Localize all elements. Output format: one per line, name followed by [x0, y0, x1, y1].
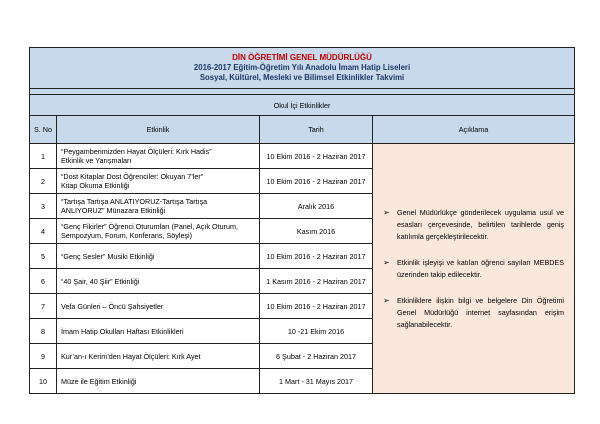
- event-line: “Dost Kitaplar Dost Öğrenciler: Okuyan 7’ler”: [61, 172, 204, 181]
- event-cell: İmam Hatip Okulları Haftası Etkinlikleri: [57, 319, 260, 344]
- row-number: 2: [30, 169, 57, 194]
- date-cell: 1 Mart - 31 Mayıs 2017: [260, 369, 373, 394]
- arrow-bullet-icon: ➢: [383, 295, 390, 305]
- row-number: 1: [30, 144, 57, 169]
- description-item: [383, 207, 564, 243]
- event-line: “Tartışa Tartışa ANLATIYORUZ-Tartışa Tartışa: [61, 197, 208, 206]
- column-header-row: [30, 116, 575, 144]
- date-cell: 10 -21 Ekim 2016: [260, 319, 373, 344]
- column-header-no: S. No: [30, 116, 57, 144]
- column-header-date: Tarih: [260, 116, 373, 144]
- title-line-2: 2016-2017 Eğitim-Öğretim Yılı Anadolu İmam Hatip Liseleri: [193, 63, 411, 72]
- event-cell: “40 Şair, 40 Şiir” Etkinliği: [57, 269, 260, 294]
- event-line: Sempozyum, Forum, Konferans, Söyleşi): [61, 231, 193, 240]
- event-line: ANLIYORUZ” Münazara Etkinliği: [61, 206, 166, 215]
- event-cell: “Genç Sesler” Musiki Etkinliği: [57, 244, 260, 269]
- row-number: 6: [30, 269, 57, 294]
- description-text: Genel Müdürlükçe gönderilecek uygulama usul ve esasları çerçevesinde, belirtilen tarihlerde geniş katılımla gerçekleştirilecektir.: [397, 207, 565, 241]
- date-cell: 10 Ekim 2016 - 2 Haziran 2017: [260, 294, 373, 319]
- description-list: [383, 207, 564, 331]
- description-item: [383, 295, 564, 331]
- section-title: Okul İçi Etkinlikler: [30, 95, 575, 116]
- description-item: [383, 257, 564, 281]
- table-row: [30, 144, 575, 169]
- event-cell: Müze ile Eğitim Etkinliği: [57, 369, 260, 394]
- description-text: Etkinlik işleyişi ve katılan öğrenci sayıları MEBDES üzerinden takip edilecektir.: [397, 257, 565, 279]
- arrow-bullet-icon: ➢: [383, 257, 390, 267]
- event-cell: Kur’an-ı Kerim’den Hayat Ölçüleri: Kırk Ayet: [57, 344, 260, 369]
- row-number: 3: [30, 194, 57, 219]
- title-row: [30, 48, 575, 89]
- description-cell: [373, 144, 575, 394]
- activities-table: [29, 47, 575, 394]
- date-cell: 6 Şubat - 2 Haziran 2017: [260, 344, 373, 369]
- date-cell: 10 Ekim 2016 - 2 Haziran 2017: [260, 144, 373, 169]
- event-cell: [57, 219, 260, 244]
- event-line: “Genç Fikirler” Öğrenci Oturumları (Panel, Açık Oturum,: [61, 222, 238, 231]
- description-text: Etkinliklere ilişkin bilgi ve belgelere Din Öğretimi Genel Müdürlüğü internet sayfasından erişim sağlanabilecektir.: [397, 295, 565, 329]
- title-line-1: DİN ÖĞRETİMİ GENEL MÜDÜRLÜĞÜ: [232, 53, 372, 62]
- date-cell: Aralık 2016: [260, 194, 373, 219]
- event-cell: [57, 169, 260, 194]
- date-cell: 1 Kasım 2016 - 2 Haziran 2017: [260, 269, 373, 294]
- row-number: 5: [30, 244, 57, 269]
- event-cell: [57, 144, 260, 169]
- event-line: “Peygamberimizden Hayat Ölçüleri: Kırk Hadis”: [61, 147, 212, 156]
- title-line-3: Sosyal, Kültürel, Mesleki ve Bilimsel Etkinlikler Takvimi: [199, 73, 405, 82]
- event-line: Etkinlik ve Yarışmaları: [61, 156, 132, 165]
- row-number: 10: [30, 369, 57, 394]
- row-number: 7: [30, 294, 57, 319]
- document-title: [30, 48, 575, 89]
- event-cell: Vefa Günleri – Öncü Şahsiyetler: [57, 294, 260, 319]
- section-row: [30, 95, 575, 116]
- date-cell: 10 Ekim 2016 - 2 Haziran 2017: [260, 244, 373, 269]
- row-number: 8: [30, 319, 57, 344]
- row-number: 9: [30, 344, 57, 369]
- date-cell: 10 Ekim 2016 - 2 Haziran 2017: [260, 169, 373, 194]
- arrow-bullet-icon: ➢: [383, 207, 390, 217]
- column-header-description: Açıklama: [373, 116, 575, 144]
- row-number: 4: [30, 219, 57, 244]
- event-line: Kitap Okuma Etkinliği: [61, 181, 130, 190]
- event-cell: [57, 194, 260, 219]
- date-cell: Kasım 2016: [260, 219, 373, 244]
- column-header-event: Etkinlik: [57, 116, 260, 144]
